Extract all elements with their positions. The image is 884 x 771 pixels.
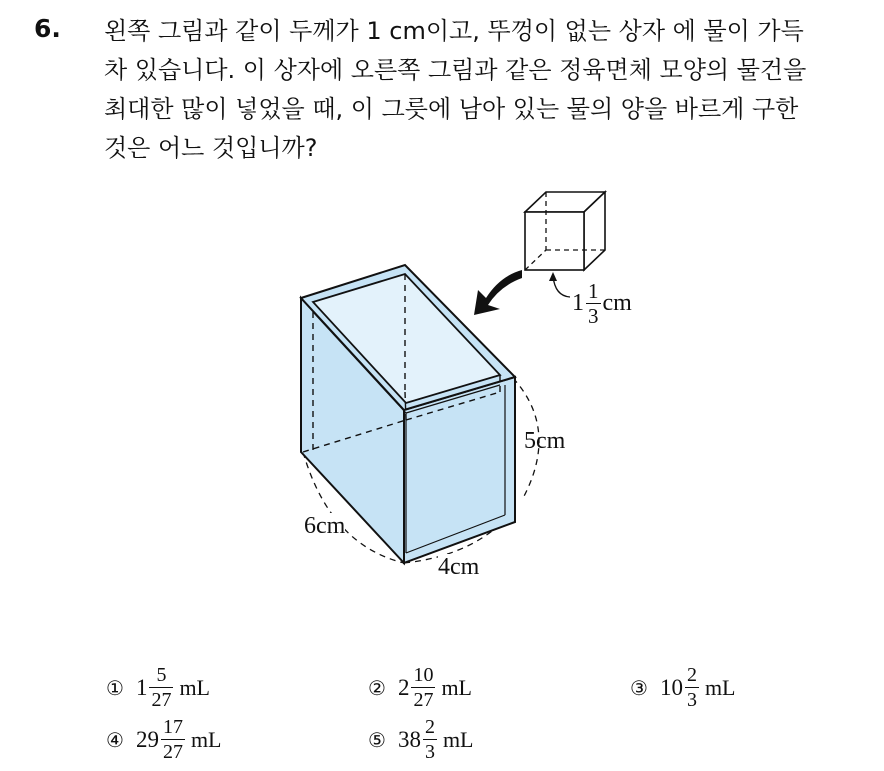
choice-unit: mL [179,674,210,700]
choice-2[interactable] [368,664,472,711]
question-line-3: 최대한 많이 넣었을 때, 이 그릇에 남아 있는 물의 양을 바르게 구한 [104,95,799,123]
choice-marker: ② [368,675,386,700]
choice-numerator: 10 [413,664,434,686]
choice-fraction [411,664,435,711]
choice-whole: 1 [135,674,148,700]
choice-denominator: 3 [424,741,435,763]
choice-denominator: 27 [151,689,172,711]
cube-label [572,280,632,327]
choice-marker: ③ [630,675,648,700]
choice-marker: ⑤ [368,727,386,752]
question-line-4: 것은 어느 것입니까? [104,134,318,162]
choice-numerator: 2 [686,664,697,686]
choice-4[interactable] [106,716,222,763]
choice-1[interactable] [106,664,210,711]
choice-denominator: 3 [686,689,697,711]
choice-marker: ④ [106,727,124,752]
choice-denominator: 27 [413,689,434,711]
choice-marker: ① [106,675,124,700]
choice-numerator: 5 [156,664,167,686]
cube-label-num: 1 [588,279,599,303]
choice-unit: mL [704,674,736,700]
choice-unit: mL [442,726,474,752]
choice-fraction [149,664,173,711]
question-number: 6. [34,14,61,43]
choice-whole: 38 [397,726,421,752]
choice-whole: 2 [397,674,410,700]
cube-label-unit: cm [602,290,632,316]
choice-whole: 10 [659,674,683,700]
question-line-1: 왼쪽 그림과 같이 두께가 1 cm이고, 뚜껑이 없는 상자 에 물이 가득 [104,17,804,45]
choice-numerator: 17 [162,716,183,738]
choice-fraction [161,716,185,763]
choice-fraction [423,716,437,763]
choice-unit: mL [441,674,472,700]
choice-3[interactable] [630,664,736,711]
choice-5[interactable] [368,716,474,763]
choice-numerator: 2 [424,716,435,738]
cube-label-fraction [586,280,601,327]
width-label: 4cm [438,554,480,580]
choice-unit: mL [190,726,222,752]
choice-whole: 29 [135,726,159,752]
choice-fraction [685,664,699,711]
height-label: 5cm [524,428,566,454]
insert-arrow-icon [474,270,522,315]
choice-denominator: 27 [162,741,183,763]
cube-figure [525,192,605,270]
cube-label-whole: 1 [572,290,584,316]
cube-label-den: 3 [588,304,599,328]
depth-label: 6cm [304,513,346,539]
question-line-2: 차 있습니다. 이 상자에 오른쪽 그림과 같은 정육면체 모양의 물건을 [104,56,807,84]
